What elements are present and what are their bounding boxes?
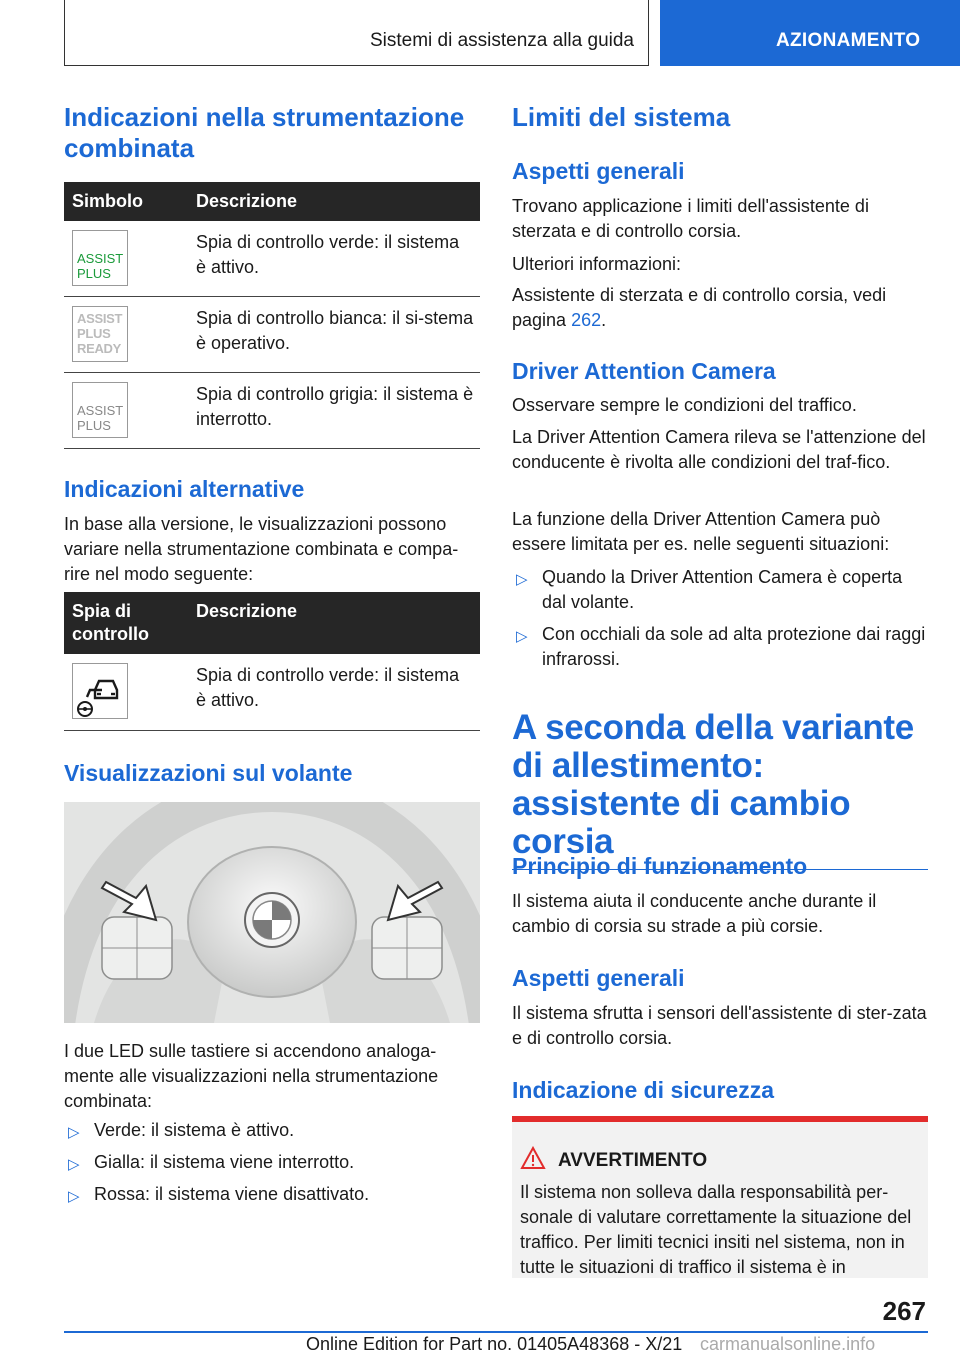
paragraph-ulteriori: Ulteriori informazioni:: [512, 254, 682, 274]
steering-wheel-image: [64, 802, 480, 1023]
heading-variante: A seconda della variante di allestimento: assistente di cambio corsia: [512, 709, 928, 870]
heading-principio: Principio di funzionamento: [512, 853, 808, 879]
warning-box: [512, 1116, 928, 1278]
edition-text: Online Edition for Part no. 01405A48368 - X/21: [306, 1334, 683, 1354]
heading-sicurezza: Indicazione di sicurezza: [512, 1077, 775, 1103]
warning-triangle-icon: [520, 1146, 546, 1170]
triangle-bullet-icon: ▷: [68, 1156, 80, 1173]
list-item: ▷ Con occhiali da sole ad alta protezione dai raggi infrarossi.: [516, 624, 926, 669]
table-header-descrizione: Descrizione: [188, 592, 480, 654]
heading-indicazioni: Indicazioni nella strumentazione combinata: [64, 102, 465, 163]
table-cell-desc: Spia di controllo verde: il sistema è attivo.: [188, 654, 480, 730]
table-cell-desc: Spia di controllo bianca: il si-stema è operativo.: [188, 296, 480, 372]
paragraph-assistente: Assistente di sterzata e di controllo corsia, vedi pagina 262.: [512, 285, 887, 330]
paragraph-camera-1: Osservare sempre le condizioni del traffico.: [512, 395, 857, 415]
warning-body: Il sistema non solleva dalla responsabilità per-sonale di valutare correttamente la situazione del traffico. Per limiti tecnici insiti nel sistema, non in tutte le situazioni di traffico il sistema è in: [520, 1182, 912, 1277]
paragraph-aspetti-1: Trovano applicazione i limiti dell'assistente di sterzata e di controllo corsia.: [512, 196, 869, 241]
header-section: [64, 0, 649, 66]
footer-divider: [64, 1331, 928, 1333]
table-header-descrizione: Descrizione: [188, 182, 480, 221]
warning-title: AVVERTIMENTO: [558, 1150, 708, 1171]
table-cell-desc: Spia di controllo verde: il sistema è attivo.: [188, 221, 480, 296]
bullet-list-led: [64, 1118, 480, 1214]
heading-aspetti-generali-2: Aspetti generali: [512, 965, 685, 991]
table-indicazioni: [64, 182, 480, 449]
header-section-title: Sistemi di assistenza alla guida: [369, 30, 634, 51]
table-cell-desc: Spia di controllo grigia: il sistema è interrotto.: [188, 372, 480, 448]
list-item: ▷ Rossa: il sistema viene disattivato.: [64, 1182, 480, 1207]
heading-volante: Visualizzazioni sul volante: [64, 760, 353, 786]
paragraph-principio: Il sistema aiuta il conducente anche durante il cambio di corsia su strade a più corsie.: [512, 891, 877, 936]
heading-camera: Driver Attention Camera: [512, 358, 776, 384]
table-row: [64, 296, 480, 372]
triangle-bullet-icon: ▷: [516, 571, 528, 588]
table-header-simbolo: Simbolo: [64, 182, 188, 221]
list-item: ▷ Quando la Driver Attention Camera è coperta dal volante.: [516, 567, 903, 612]
heading-limiti: Limiti del sistema: [512, 102, 731, 132]
bullet-list-camera: [512, 565, 928, 679]
heading-aspetti-generali-1: Aspetti generali: [512, 158, 685, 184]
page-link-262[interactable]: 262: [571, 310, 602, 330]
table-row: [64, 372, 480, 448]
assist-plus-gray-icon: ASSIST PLUS: [72, 382, 128, 438]
triangle-bullet-icon: ▷: [516, 628, 528, 645]
list-item: ▷ Gialla: il sistema viene interrotto.: [64, 1150, 480, 1175]
header-chapter: [660, 0, 960, 66]
paragraph-camera-2: La Driver Attention Camera rileva se l'attenzione del conducente è rivolta alle condizioni del traf-fico.: [512, 427, 926, 472]
assist-plus-green-icon: ASSIST PLUS: [72, 230, 128, 286]
page-number: 267: [882, 1296, 926, 1326]
paragraph-camera-3: La funzione della Driver Attention Camera può essere limitata per es. nelle seguenti situazioni:: [512, 509, 890, 554]
table-row: [64, 654, 480, 730]
paragraph-alternative: In base alla versione, le visualizzazioni possono variare nella strumentazione combinata e compa-rire nel modo seguente:: [64, 514, 459, 584]
triangle-bullet-icon: ▷: [68, 1188, 80, 1205]
table-row: [64, 221, 480, 296]
header-chapter-title: AZIONAMENTO: [776, 30, 921, 51]
assist-plus-ready-icon: ASSIST PLUS READY: [72, 306, 128, 362]
paragraph-aspetti-2: Il sistema sfrutta i sensori dell'assistente di ster-zata e di controllo corsia.: [512, 1003, 927, 1048]
driving-assistant-green-icon: [72, 663, 128, 719]
heading-alternative: Indicazioni alternative: [64, 476, 305, 502]
paragraph-led: I due LED sulle tastiere si accendono analoga-mente alle visualizzazioni nella strumentazione combinata:: [64, 1041, 439, 1111]
triangle-bullet-icon: ▷: [68, 1124, 80, 1141]
table-header-spia: Spia di controllo: [64, 592, 188, 654]
watermark-text: carmanualsonline.info: [700, 1334, 876, 1354]
table-alternative: [64, 592, 480, 731]
list-item: ▷ Verde: il sistema è attivo.: [64, 1118, 480, 1143]
